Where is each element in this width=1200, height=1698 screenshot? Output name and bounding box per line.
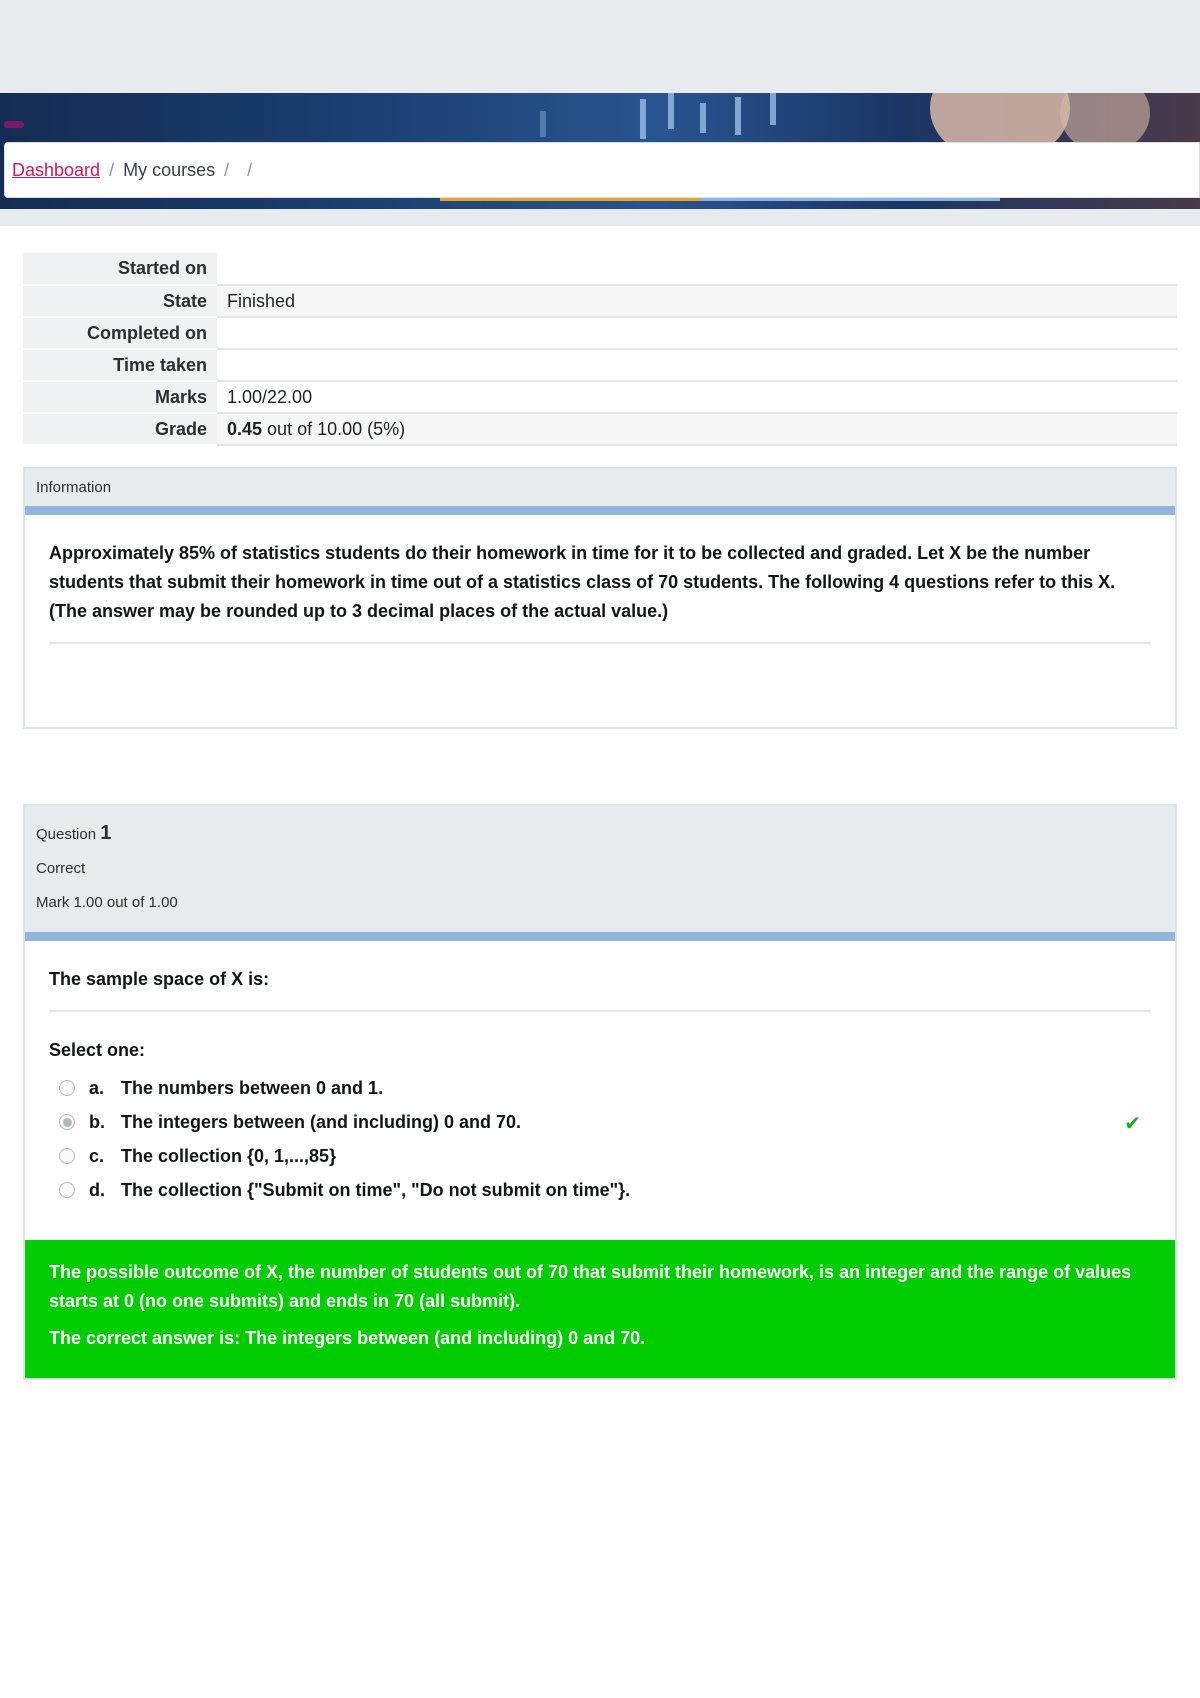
summary-row xyxy=(23,413,1177,445)
information-body xyxy=(25,515,1175,644)
divider xyxy=(49,642,1151,644)
information-text: Approximately 85% of statistics students do their homework in time for it to be collected and graded. Let X be the number students that submit their homework in time out of a statistics class of 70 students. The following 4 questions refer to this X. (The answer may be rounded up to 3 decimal places of the actual value.) xyxy=(49,543,1116,621)
option-letter: c. xyxy=(89,1145,105,1166)
answer-option-c[interactable] xyxy=(49,1139,1151,1173)
radio-button[interactable] xyxy=(59,1182,75,1198)
attempt-summary-table xyxy=(23,253,1177,446)
summary-value: Finished xyxy=(217,285,1177,317)
question-text: The sample space of X is: xyxy=(49,969,270,989)
radio-button[interactable] xyxy=(59,1080,75,1096)
correct-check-icon: ✔ xyxy=(1124,1113,1141,1135)
summary-value xyxy=(217,317,1177,349)
breadcrumb-separator: / xyxy=(109,159,115,180)
answer-options xyxy=(49,1071,1151,1207)
breadcrumb-my-courses[interactable]: My courses xyxy=(123,159,216,180)
summary-row xyxy=(23,253,1177,285)
summary-label: Time taken xyxy=(23,349,217,381)
question-body xyxy=(25,941,1175,1207)
breadcrumb-separator: / xyxy=(224,159,230,180)
summary-value xyxy=(217,253,1177,285)
information-card xyxy=(23,467,1177,729)
summary-value: 1.00/22.00 xyxy=(217,381,1177,413)
summary-row xyxy=(23,285,1177,317)
page-header-spacer xyxy=(0,209,1200,226)
summary-label: Marks xyxy=(23,381,217,413)
question-card xyxy=(23,804,1177,1380)
option-text: The collection {0, 1,...,85} xyxy=(121,1145,337,1166)
answer-option-d[interactable] xyxy=(49,1173,1151,1207)
option-text: The collection {"Submit on time", "Do not submit on time"}. xyxy=(121,1179,631,1200)
card-header-strip xyxy=(25,932,1175,941)
option-text: The numbers between 0 and 1. xyxy=(121,1077,384,1098)
option-letter: a. xyxy=(89,1077,105,1098)
question-label: Question xyxy=(36,826,97,843)
summary-label: Grade xyxy=(23,413,217,445)
summary-label: State xyxy=(23,285,217,317)
summary-value xyxy=(217,349,1177,381)
question-mark: Mark 1.00 out of 1.00 xyxy=(36,894,178,911)
question-number xyxy=(36,816,1164,852)
radio-button-selected[interactable] xyxy=(59,1114,75,1130)
question-info xyxy=(25,806,1175,932)
correct-answer-text: The correct answer is: The integers between (and including) 0 and 70. xyxy=(49,1328,646,1348)
select-one-label: Select one: xyxy=(49,1040,146,1060)
question-number-value: 1 xyxy=(100,822,112,844)
general-feedback: The possible outcome of X, the number of students out of 70 that submit their homework, is an integer and the range of values starts at 0 (no one submits) and ends in 70 (all submit). xyxy=(49,1262,1132,1311)
option-letter: b. xyxy=(89,1111,105,1132)
breadcrumb xyxy=(4,142,1200,198)
summary-row xyxy=(23,317,1177,349)
information-header: Information xyxy=(25,469,1175,506)
answer-option-a[interactable] xyxy=(49,1071,1151,1105)
banner-accent-mark xyxy=(4,121,24,128)
question-status: Correct xyxy=(36,860,86,877)
summary-row xyxy=(23,381,1177,413)
summary-row xyxy=(23,349,1177,381)
radio-button[interactable] xyxy=(59,1148,75,1164)
top-navbar xyxy=(0,0,1200,93)
answer-option-b[interactable] xyxy=(49,1105,1151,1139)
card-header-strip xyxy=(25,506,1175,515)
summary-label: Started on xyxy=(23,253,217,285)
breadcrumb-separator: / xyxy=(247,159,253,180)
summary-label: Completed on xyxy=(23,317,217,349)
divider xyxy=(49,1010,1151,1012)
answer-feedback xyxy=(25,1240,1175,1378)
option-letter: d. xyxy=(89,1179,105,1200)
grade-out-of: out of 10.00 (5%) xyxy=(262,418,406,439)
grade-value: 0.45 xyxy=(227,418,263,439)
breadcrumb-dashboard-link[interactable]: Dashboard xyxy=(12,159,101,180)
summary-value xyxy=(217,413,1177,445)
option-text: The integers between (and including) 0 and 70. xyxy=(121,1111,522,1132)
